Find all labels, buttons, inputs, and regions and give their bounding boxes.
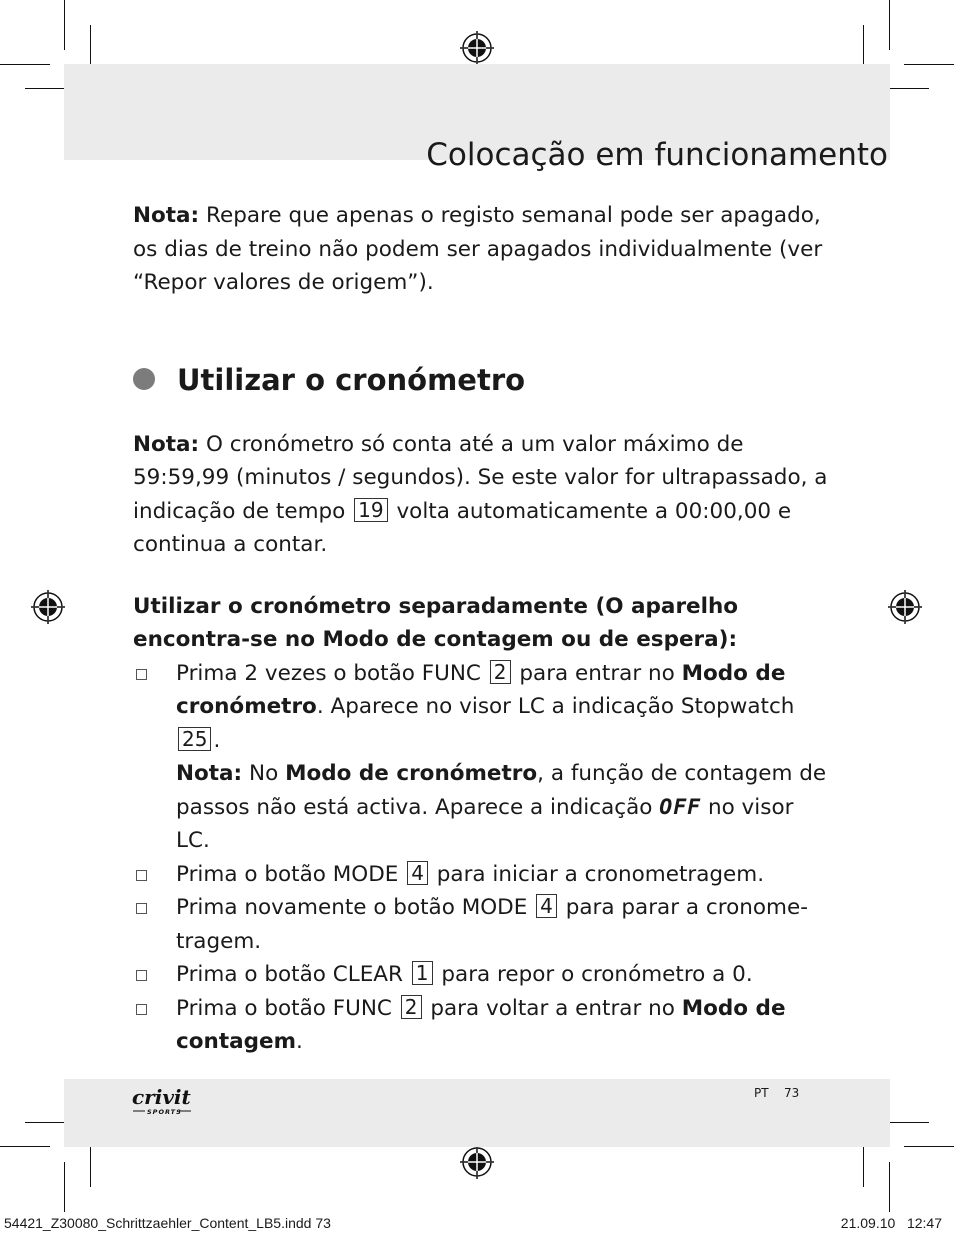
- step-text: .: [213, 727, 221, 753]
- main-content: [133, 199, 833, 1059]
- note-text: Repare que apenas o registo semanal pode ser apagado, os dias de treino não podem ser apagados individualmente (ver “Repor valores de origem”).: [133, 203, 823, 295]
- crop-mark: [889, 0, 890, 50]
- checkbox-icon: [136, 903, 147, 914]
- step-text: para parar a cronometragem.: [176, 895, 808, 954]
- registration-mark-icon: [460, 31, 494, 65]
- checkbox-icon: [136, 870, 147, 881]
- step-text: para repor o cronómetro a 0.: [434, 962, 753, 987]
- crop-mark: [889, 1162, 890, 1212]
- mode-name: Modo de contagem: [176, 995, 786, 1054]
- mode-name: Modo de cronómetro: [176, 660, 786, 719]
- reference-number: 19: [354, 498, 387, 522]
- step-text: , a função de contagem de passos não está activa. Aparece a indicação: [176, 761, 827, 820]
- print-slug-file: 54421_Z30080_Schrittzaehler_Content_LB5.indd 73: [4, 1215, 331, 1231]
- registration-mark-icon: [460, 1145, 494, 1179]
- crop-mark: [904, 64, 954, 65]
- reference-number: 4: [407, 861, 428, 885]
- reference-number: 4: [536, 894, 557, 918]
- print-slug-datetime: 21.09.10 12:47: [840, 1215, 942, 1231]
- section-title: Utilizar o cronómetro: [177, 362, 526, 397]
- step-text: Prima o botão FUNC: [176, 995, 399, 1021]
- note-label: Nota:: [133, 431, 200, 457]
- footer-language: PT: [754, 1086, 769, 1100]
- page-title: Colocação em funcionamento: [426, 136, 888, 173]
- note-paragraph: [133, 428, 833, 562]
- section-heading: [133, 350, 833, 410]
- step-item: [133, 657, 833, 858]
- step-item: [133, 958, 833, 992]
- step-text: Prima o botão MODE: [176, 861, 406, 887]
- reference-number: 2: [490, 660, 511, 684]
- crop-mark: [863, 1142, 864, 1187]
- crop-mark: [0, 1146, 50, 1147]
- checkbox-icon: [136, 669, 147, 680]
- note-text: O cronómetro só conta até a um valor máximo de 59:59,99 (minutos / segundos). Se este valor for ultrapassado, a indicação de tempo: [133, 431, 828, 524]
- crop-mark: [64, 1162, 65, 1212]
- crop-mark: [0, 64, 50, 65]
- step-text: Prima 2 vezes o botão FUNC: [176, 660, 488, 686]
- crivit-logo: [131, 1082, 201, 1122]
- reference-number: 2: [401, 995, 422, 1019]
- crop-mark: [64, 0, 65, 50]
- step-text: para entrar no: [512, 660, 682, 686]
- registration-mark-icon: [31, 590, 65, 624]
- step-item: [133, 858, 833, 892]
- crop-mark: [884, 1122, 929, 1123]
- crop-mark: [90, 1142, 91, 1187]
- step-text: Prima o botão CLEAR: [176, 962, 410, 987]
- step-item: [133, 992, 833, 1059]
- mode-name: Modo de cronómetro: [285, 761, 538, 786]
- step-text: para voltar a entrar no: [423, 995, 682, 1021]
- subheading: Utilizar o cronómetro separadamente (O aparelho encontra-se no Modo de contagem ou de espera):: [133, 593, 739, 652]
- registration-mark-icon: [888, 590, 922, 624]
- step-text: .: [295, 1029, 303, 1054]
- step-text: Prima novamente o botão MODE: [176, 895, 535, 920]
- footer-page-number: 73: [784, 1086, 800, 1100]
- step-text: no visor LC.: [176, 794, 794, 853]
- step-text: . Aparece no visor LC a indicação Stopwatch: [316, 694, 795, 719]
- note-text: volta automaticamente a 00:00,00 e continua a contar.: [133, 498, 792, 557]
- step-text: para iniciar a cronometragem.: [429, 861, 765, 887]
- logo-text: crivit: [132, 1085, 191, 1109]
- reference-number: 1: [412, 961, 433, 985]
- logo-subtext: SPORTS: [147, 1108, 182, 1116]
- crop-mark: [904, 1146, 954, 1147]
- step-item: [133, 891, 833, 958]
- checkbox-icon: [136, 1004, 147, 1015]
- checkbox-icon: [136, 970, 147, 981]
- crop-mark: [884, 88, 929, 89]
- note-label: Nota:: [176, 761, 243, 786]
- lcd-indicator: OFF: [659, 794, 702, 820]
- step-text: No: [242, 761, 286, 786]
- section-bullet-icon: [133, 368, 155, 390]
- note-paragraph: [133, 199, 833, 300]
- note-label: Nota:: [133, 203, 200, 228]
- reference-number: 25: [178, 727, 211, 751]
